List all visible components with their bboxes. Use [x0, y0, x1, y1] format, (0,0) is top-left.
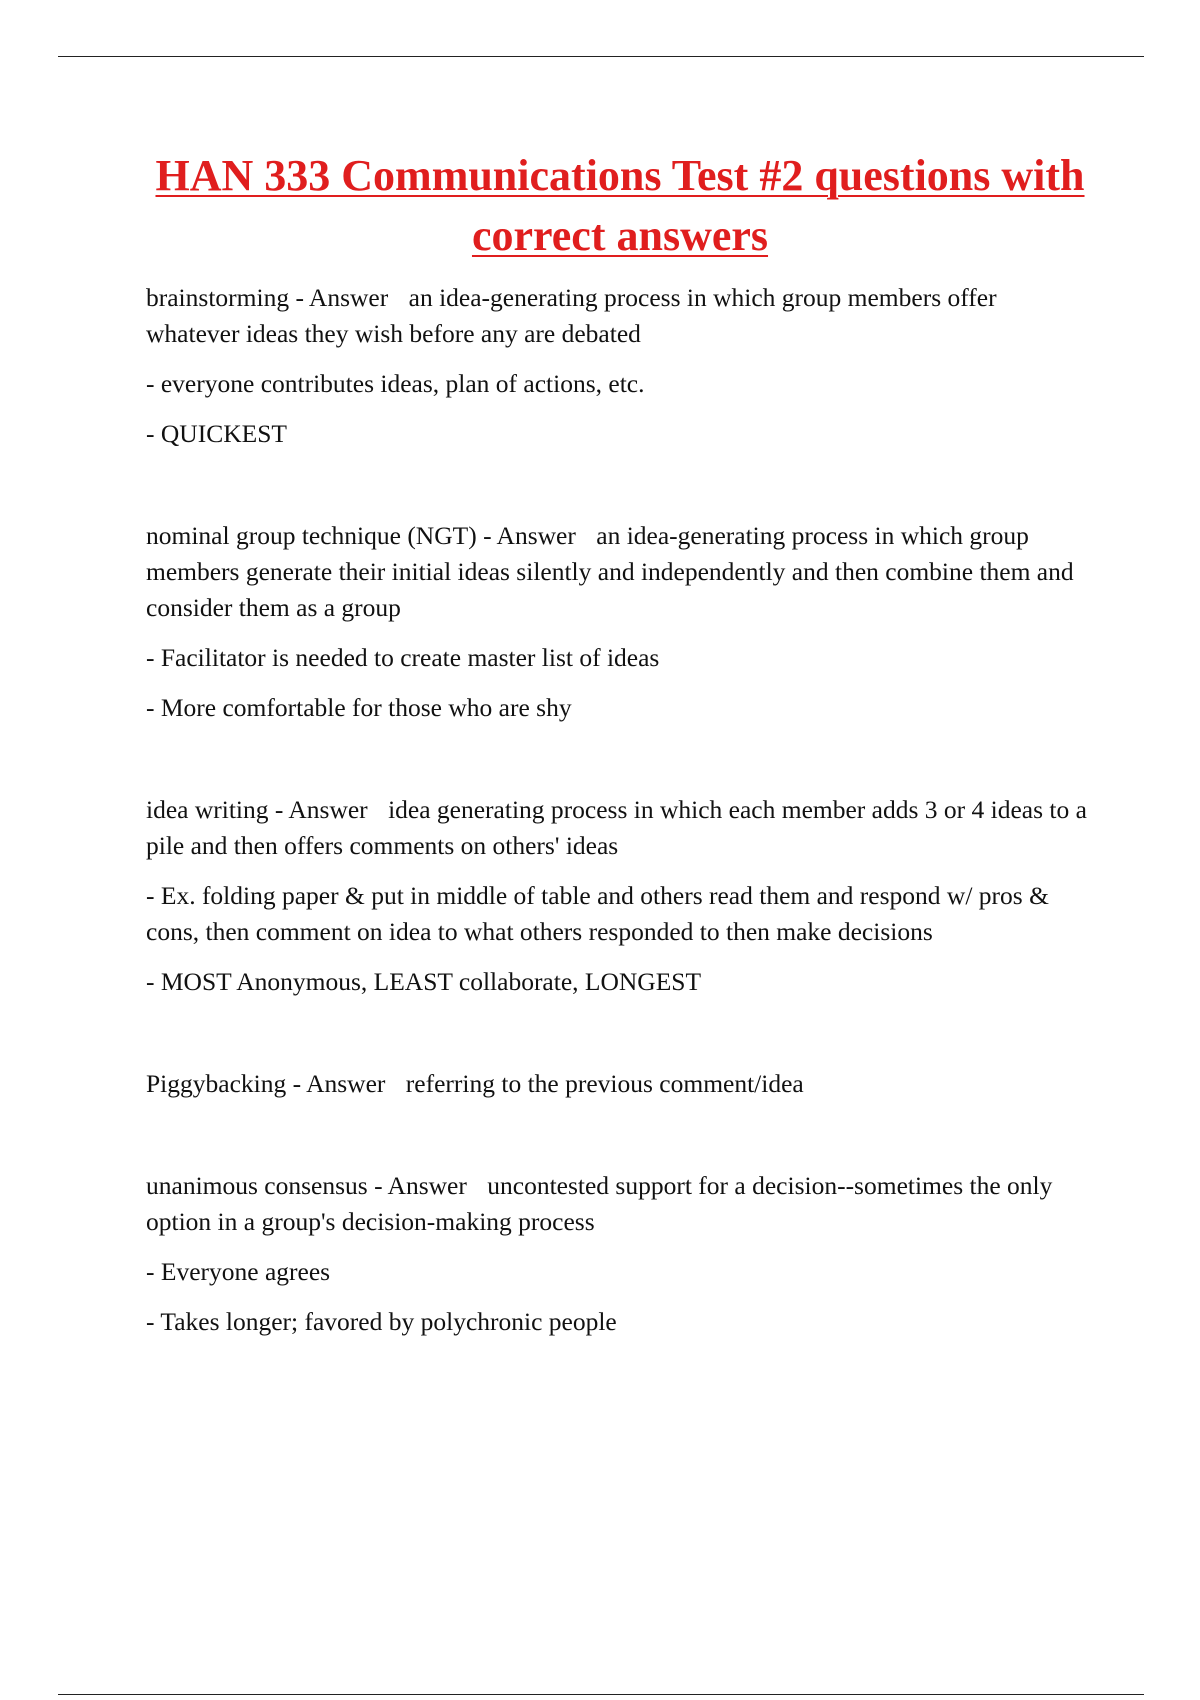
qa-entry-piggybacking: [146, 1066, 1096, 1102]
definition-line: unanimous consensus - Answer uncontested support for a decision--sometimes the only option in a group's decision-making process: [146, 1171, 1053, 1236]
definition-line: idea writing - Answer idea generating process in which each member adds 3 or 4 ideas to a pile and then offers comments on others' ideas: [146, 795, 1087, 860]
note-line: - Everyone agrees: [146, 1257, 331, 1286]
note-line: - More comfortable for those who are shy: [146, 693, 572, 722]
term: Piggybacking: [146, 1069, 287, 1098]
definition-line: Piggybacking - Answer referring to the previous comment/idea: [146, 1069, 804, 1098]
definition: referring to the previous comment/idea: [405, 1069, 804, 1098]
note-line: - everyone contributes ideas, plan of actions, etc.: [146, 369, 645, 398]
note-line: - Takes longer; favored by polychronic people: [146, 1307, 617, 1336]
note-line: - MOST Anonymous, LEAST collaborate, LONGEST: [146, 967, 702, 996]
qa-list: [146, 280, 1096, 1406]
note-line: - QUICKEST: [146, 419, 287, 448]
answer-label: Answer: [387, 1171, 467, 1200]
answer-label: Answer: [308, 283, 389, 312]
term: nominal group technique (NGT): [146, 521, 477, 550]
definition: an idea-generating process in which group members offer whatever ideas they wish before any are debated: [146, 283, 997, 348]
term: brainstorming: [146, 283, 290, 312]
answer-label: Answer: [496, 521, 576, 550]
qa-entry-brainstorming: [146, 280, 1096, 452]
answer-label: Answer: [306, 1069, 386, 1098]
qa-entry-unanimous-consensus: [146, 1168, 1096, 1340]
note-line: - Ex. folding paper & put in middle of table and others read them and respond w/ pros & cons, then comment on idea to what others responded to then make decisions: [146, 881, 1049, 946]
definition: an idea-generating process in which group members generate their initial ideas silently and independently and then combine them and consider them as a group: [146, 521, 1074, 622]
footer-rule: [58, 1694, 1144, 1695]
header-rule: [58, 56, 1144, 57]
answer-label: Answer: [288, 795, 368, 824]
document-title: HAN 333 Communications Test #2 questions with correct answers: [155, 151, 1085, 260]
definition: idea generating process in which each member adds 3 or 4 ideas to a pile and then offers comments on others' ideas: [146, 795, 1087, 860]
definition: uncontested support for a decision--sometimes the only option in a group's decision-making process: [146, 1171, 1053, 1236]
definition-line: nominal group technique (NGT) - Answer an idea-generating process in which group members generate their initial ideas silently and independently and then combine them and consider them as a group: [146, 521, 1074, 622]
definition-line: brainstorming - Answer an idea-generating process in which group members offer whatever ideas they wish before any are debated: [146, 283, 997, 348]
term: unanimous consensus: [146, 1171, 368, 1200]
term: idea writing: [146, 795, 269, 824]
qa-entry-idea-writing: [146, 792, 1096, 1000]
qa-entry-ngt: [146, 518, 1096, 726]
note-line: - Facilitator is needed to create master list of ideas: [146, 643, 660, 672]
